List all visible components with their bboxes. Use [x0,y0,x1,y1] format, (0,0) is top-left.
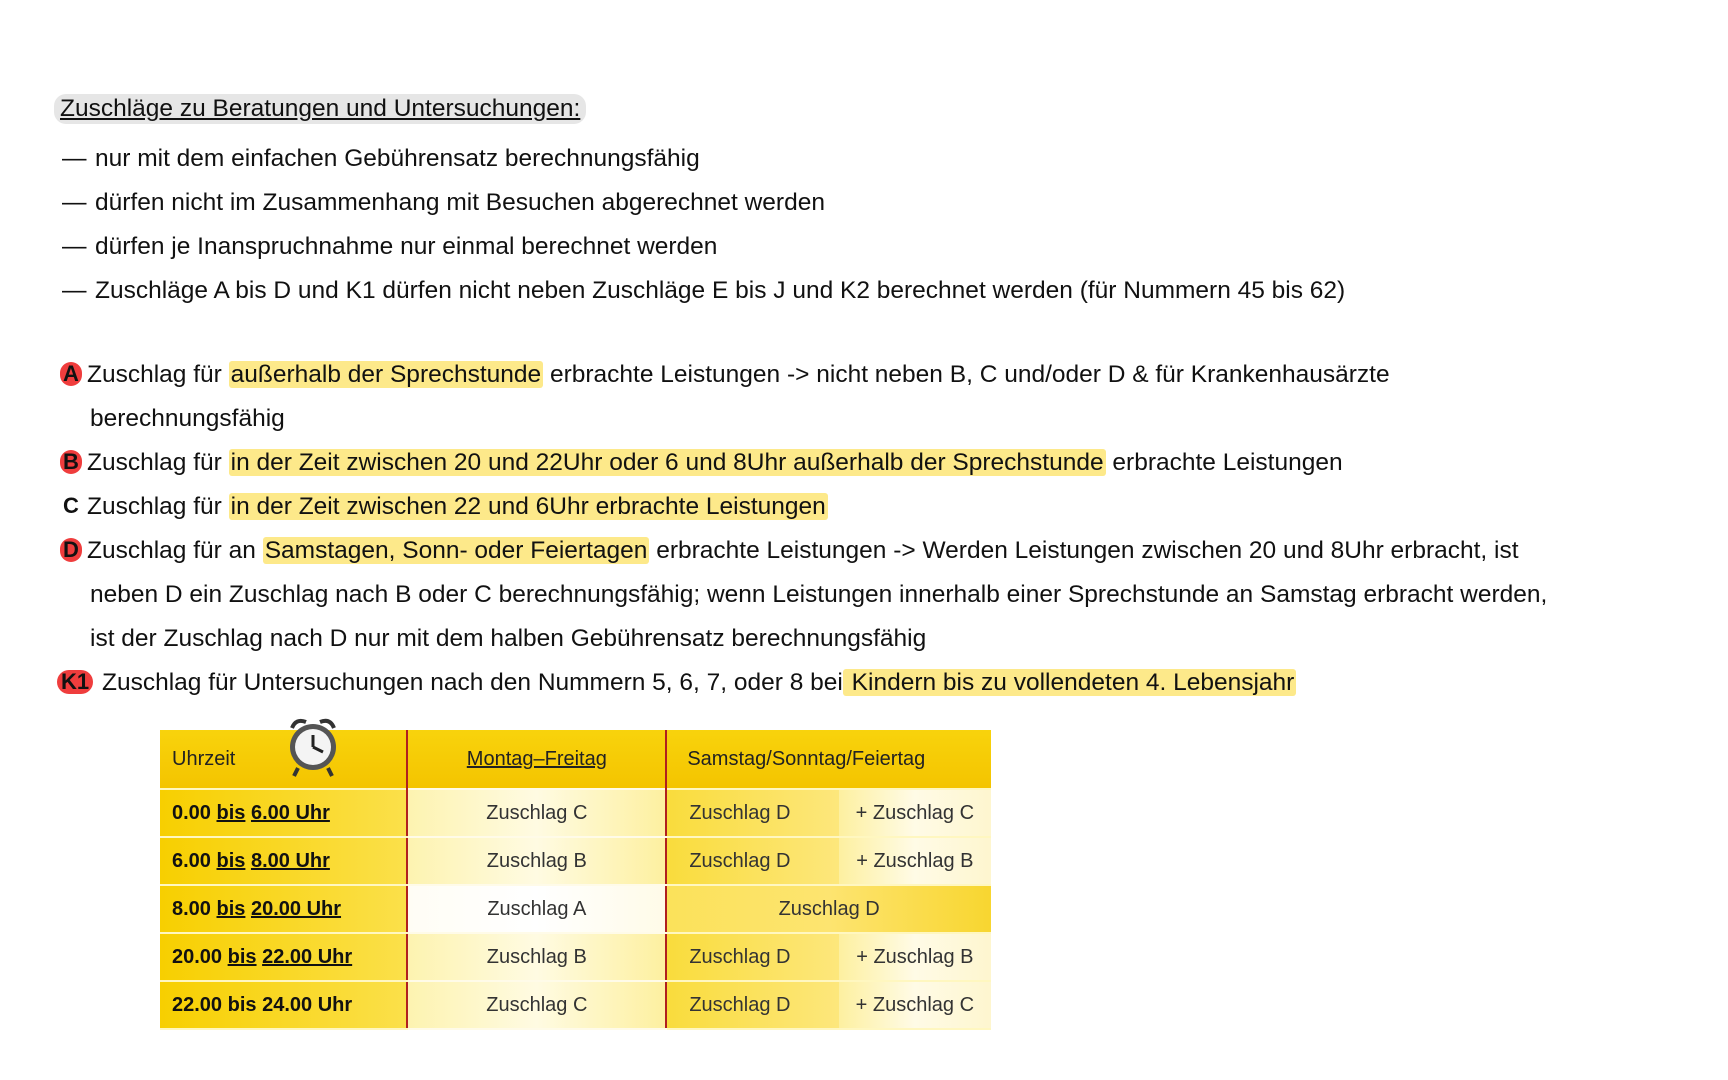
header-weekend [666,730,991,789]
table-row [160,885,991,933]
table-row [160,789,991,837]
table-header-row [160,730,991,789]
surcharge-a [60,353,1680,441]
time-to: 8.00 Uhr [250,849,330,872]
list-item-text: dürfen nicht im Zusammenhang mit Besuchen abgerechnet werden [95,189,825,216]
list-item [62,181,1345,225]
surcharge-d-continuation-2: ist der Zuschlag nach D nur mit dem halben Gebührensatz berechnungsfähig [90,625,927,652]
weekday-surcharge: Zuschlag C [407,789,666,837]
list-item-text: dürfen je Inanspruchnahme nur einmal berechnet werden [95,233,718,260]
time-to: 6.00 Uhr [250,801,330,824]
time-bis: bis [216,849,246,872]
time-from: 22.00 [172,993,223,1016]
surcharge-d-highlight: Samstagen, Sonn- oder Feiertagen [264,537,648,564]
time-range [160,837,407,885]
time-from: 0.00 [172,801,211,824]
header-weekend-label: Samstag/Sonntag/Feiertag [687,747,926,770]
surcharge-a-continuation: berechnungsfähig [90,405,285,432]
surcharge-d-post: erbrachte Leistungen -> Werden Leistungen zwischen 20 und 8Uhr erbracht, ist [649,537,1519,564]
list-item-text: nur mit dem einfachen Gebührensatz berechnungsfähig [95,145,700,172]
weekend-surcharge-merged: Zuschlag D [666,885,991,933]
surcharge-b [60,441,1680,485]
rules-list [62,137,1345,313]
weekend-surcharge-primary: Zuschlag D [666,837,838,885]
surcharge-d-continuation-1: neben D ein Zuschlag nach B oder C berechnungsfähig; wenn Leistungen innerhalb einer Sprechstunde an Samstag erbracht werden, [90,581,1548,608]
table-row [160,933,991,981]
time-bis: bis [216,801,246,824]
time-to: 22.00 Uhr [262,945,353,968]
dash-bullet: — [62,277,87,304]
surcharge-b-pre: Zuschlag für [87,449,229,476]
surcharge-k1-highlight: Kindern bis zu vollendeten 4. Lebensjahr [844,669,1295,696]
surcharge-c-highlight: in der Zeit zwischen 22 und 6Uhr erbrachte Leistungen [230,493,826,520]
list-item-text: Zuschläge A bis D und K1 dürfen nicht neben Zuschläge E bis J und K2 berechnet werden (für Nummern 45 bis 62) [95,277,1346,304]
marker-k1: K1 [57,670,93,694]
header-weekday-label: Montag–Freitag [466,747,607,770]
surcharge-k1 [60,661,1680,705]
surcharge-a-highlight: außerhalb der Sprechstunde [230,361,542,388]
weekend-surcharge-additional: + Zuschlag C [839,981,991,1029]
section-heading: Zuschläge zu Beratungen und Untersuchungen: [54,94,586,124]
surcharge-b-highlight: in der Zeit zwischen 20 und 22Uhr oder 6 und 8Uhr außerhalb der Sprechstunde [230,449,1104,476]
alarm-clock-icon [284,714,342,778]
weekend-surcharge-primary: Zuschlag D [666,981,838,1029]
weekend-surcharge-additional: + Zuschlag B [839,837,991,885]
table-row [160,981,991,1029]
weekend-surcharge-primary: Zuschlag D [666,933,838,981]
time-bis: bis [227,993,257,1016]
surcharge-table-image [160,730,991,1035]
time-bis: bis [216,897,246,920]
marker-d: D [60,538,82,562]
weekend-surcharge-primary: Zuschlag D [666,789,838,837]
weekend-surcharge-additional: + Zuschlag B [839,933,991,981]
marker-c: C [63,493,79,518]
time-from: 20.00 [172,945,223,968]
list-item [62,137,1345,181]
time-bis: bis [227,945,257,968]
weekend-surcharge-additional: + Zuschlag C [839,789,991,837]
surcharge-d-pre: Zuschlag für an [87,537,263,564]
header-weekday [407,730,666,789]
weekday-surcharge: Zuschlag C [407,981,666,1029]
marker-a: A [60,362,82,386]
surcharge-definitions [60,353,1680,705]
time-to: 20.00 Uhr [250,897,342,920]
time-range [160,933,407,981]
time-range [160,885,407,933]
time-from: 8.00 [172,897,211,920]
dash-bullet: — [62,189,87,216]
surcharge-table [160,730,991,1030]
header-time [160,730,407,789]
time-range [160,789,407,837]
weekday-surcharge: Zuschlag B [407,837,666,885]
dash-bullet: — [62,233,87,260]
list-item [62,225,1345,269]
marker-b: B [60,450,82,474]
weekday-surcharge: Zuschlag B [407,933,666,981]
time-to: 24.00 Uhr [262,993,353,1016]
surcharge-b-post: erbrachte Leistungen [1105,449,1343,476]
time-range [160,981,407,1029]
surcharge-c [60,485,1680,529]
header-time-label: Uhrzeit [172,747,236,770]
weekday-surcharge: Zuschlag A [407,885,666,933]
surcharge-d [60,529,1680,661]
surcharge-k1-pre: Zuschlag für Untersuchungen nach den Nummern 5, 6, 7, oder 8 bei [102,669,843,696]
surcharge-a-post: erbrachte Leistungen -> nicht neben B, C und/oder D & für Krankenhausärzte [543,361,1390,388]
list-item [62,269,1345,313]
surcharge-c-pre: Zuschlag für [87,493,229,520]
dash-bullet: — [62,145,87,172]
surcharge-a-pre: Zuschlag für [87,361,229,388]
table-row [160,837,991,885]
time-from: 6.00 [172,849,211,872]
